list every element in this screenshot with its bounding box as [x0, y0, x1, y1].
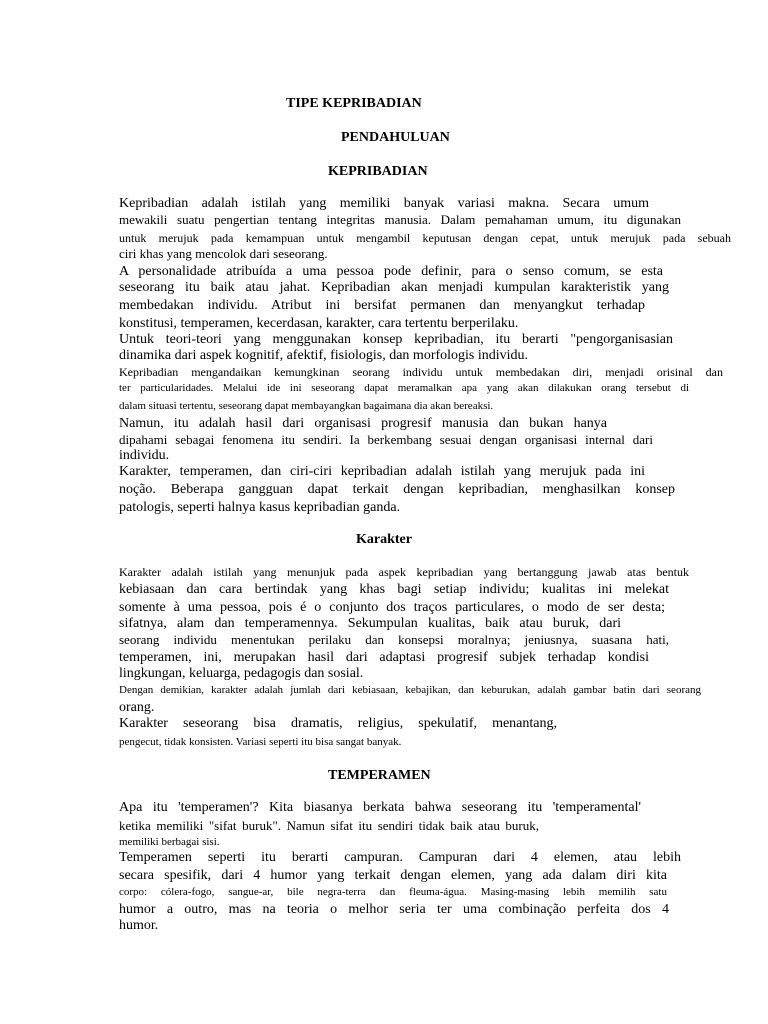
paragraph-line: ter particularidades. Melalui ide ini seseorang dapat meramalkan apa yang akan dilakukan orang tersebut di	[119, 382, 689, 394]
paragraph-line: membedakan individu. Atribut ini bersifat permanen dan menyangkut terhadap	[119, 298, 645, 313]
paragraph-line: seseorang itu baik atau jahat. Kepribadian akan menjadi kumpulan karakteristik yang	[119, 280, 669, 295]
paragraph-line: temperamen, ini, merupakan hasil dari adaptasi progresif subjek terhadap kondisi	[119, 650, 649, 665]
paragraph-line: ketika memiliki "sifat buruk". Namun sifat itu sendiri tidak baik atau buruk,	[119, 818, 539, 833]
paragraph-line: sifatnya, alam dan temperamennya. Sekumpulan kualitas, baik atau buruk, dari	[119, 616, 621, 631]
paragraph-line: dipahami sebagai fenomena itu sendiri. Ia berkembang sesuai dengan organisasi internal dari	[119, 432, 653, 447]
paragraph-line: mewakili suatu pengertian tentang integritas manusia. Dalam pemahaman umum, itu digunakan	[119, 212, 681, 227]
paragraph-line: Untuk teori-teori yang menggunakan konsep kepribadian, itu berarti "pengorganisasian	[119, 332, 673, 347]
paragraph-line: Temperamen seperti itu berarti campuran. Campuran dari 4 elemen, atau lebih	[119, 850, 681, 865]
heading-kepribadian: KEPRIBADIAN	[328, 164, 428, 179]
paragraph-line: orang.	[119, 700, 155, 715]
heading-pendahuluan: PENDAHULUAN	[341, 130, 450, 145]
paragraph-line: Karakter, temperamen, dan ciri-ciri kepribadian adalah istilah yang merujuk pada ini	[119, 464, 645, 479]
paragraph-line: humor a outro, mas na teoria o melhor seria ter uma combinação perfeita dos 4	[119, 902, 669, 917]
paragraph-line: pengecut, tidak konsisten. Variasi seperti itu bisa sangat banyak.	[119, 736, 402, 748]
paragraph-line: seorang individu menentukan perilaku dan konsepsi moralnya; jeniusnya, suasana hati,	[119, 632, 669, 647]
paragraph-line: patologis, seperti halnya kasus kepribadian ganda.	[119, 500, 401, 515]
paragraph-line: memiliki berbagai sisi.	[119, 836, 220, 848]
paragraph-line: konstitusi, temperamen, kecerdasan, karakter, cara tertentu berperilaku.	[119, 316, 519, 331]
paragraph-line: Dengan demikian, karakter adalah jumlah dari kebiasaan, kebajikan, dan keburukan, adalah gambar batin dari seorang	[119, 684, 701, 696]
paragraph-line: secara spesifik, dari 4 humor yang terkait dengan elemen, yang ada dalam diri kita	[119, 868, 667, 883]
paragraph-line: dinamika dari aspek kognitif, afektif, fisiologis, dan morfologis individu.	[119, 348, 529, 363]
document-title: TIPE KEPRIBADIAN	[286, 96, 422, 111]
paragraph-line: Karakter adalah istilah yang menunjuk pada aspek kepribadian yang bertanggung jawab atas bentuk	[119, 565, 689, 579]
paragraph-line: Karakter seseorang bisa dramatis, religius, spekulatif, menantang,	[119, 716, 557, 731]
heading-karakter: Karakter	[356, 532, 412, 547]
paragraph-line: ciri khas yang mencolok dari seseorang.	[119, 246, 328, 261]
paragraph-line: kebiasaan dan cara bertindak yang khas bagi setiap individu; kualitas ini melekat	[119, 582, 669, 597]
paragraph-line: Kepribadian adalah istilah yang memiliki banyak variasi makna. Secara umum	[119, 196, 649, 211]
paragraph-line: lingkungan, keluarga, pedagogis dan sosial.	[119, 666, 364, 681]
paragraph-line: somente à uma pessoa, pois é o conjunto dos traços particulares, o modo de ser desta;	[119, 600, 665, 615]
paragraph-line: dalam situasi tertentu, seseorang dapat membayangkan bagaimana dia akan bereaksi.	[119, 400, 494, 412]
heading-temperamen: TEMPERAMEN	[328, 768, 431, 783]
paragraph-line: noção. Beberapa gangguan dapat terkait dengan kepribadian, menghasilkan konsep	[119, 482, 675, 497]
paragraph-line: Apa itu 'temperamen'? Kita biasanya berkata bahwa seseorang itu 'temperamental'	[119, 800, 641, 815]
paragraph-line: humor.	[119, 918, 159, 933]
paragraph-line: A personalidade atribuída a uma pessoa pode definir, para o senso comum, se esta	[119, 264, 663, 279]
paragraph-line: Namun, itu adalah hasil dari organisasi progresif manusia dan bukan hanya	[119, 416, 607, 431]
paragraph-line: corpo: cólera-fogo, sangue-ar, bile negra-terra dan fleuma-água. Masing-masing lebih memilih satu	[119, 886, 667, 898]
paragraph-line: untuk merujuk pada kemampuan untuk mengambil keputusan dengan cepat, untuk merujuk pada sebuah	[119, 231, 731, 245]
paragraph-line: individu.	[119, 448, 170, 463]
paragraph-line: Kepribadian mengandaikan kemungkinan seorang individu untuk membedakan diri, menjadi orisinal dan	[119, 365, 723, 379]
